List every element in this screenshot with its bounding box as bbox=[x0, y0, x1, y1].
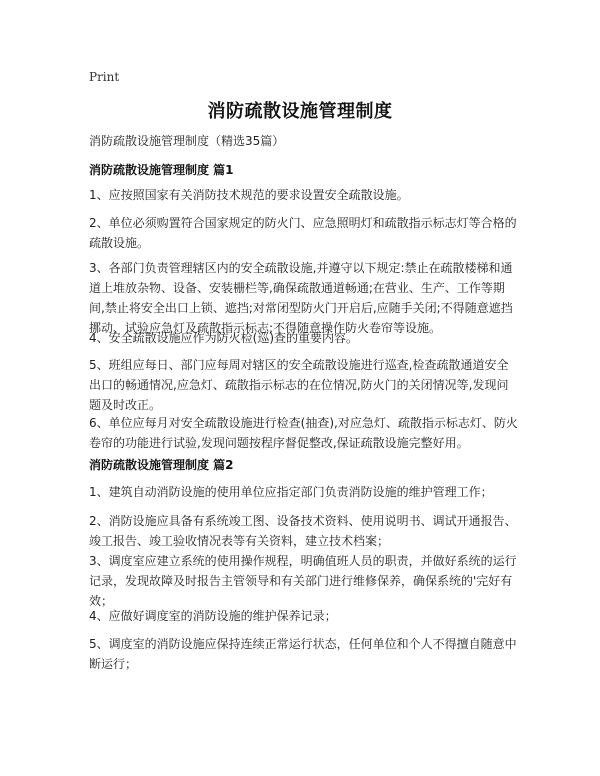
paragraph: 5、班组应每日、部门应每周对辖区的安全疏散设施进行巡查,检查疏散通道安全出口的畅通情况,应急灯、疏散指示标志的在位情况,防火门的关闭情况等,发现问题及时改正。 bbox=[89, 358, 509, 412]
document-subtitle: 消防疏散设施管理制度（精选35篇） bbox=[89, 134, 285, 148]
paragraph: 4、应做好调度室的消防设施的维护保养记录； bbox=[89, 609, 337, 623]
print-label: Print bbox=[89, 70, 120, 84]
page-title: 消防疏散设施管理制度 bbox=[207, 101, 393, 122]
paragraph: 6、单位应每月对安全疏散设施进行检查(抽查),对应急灯、疏散指示标志灯、防火卷帘的功能进行试验,发现问题按程序督促整改,保证疏散设施完整好用。 bbox=[89, 416, 518, 450]
paragraph: 3、调度室应建立系统的使用操作规程，明确值班人员的职责，并做好系统的运行记录，发现故障及时报告主管领导和有关部门进行维修保养，确保系统的'完好有效； bbox=[89, 554, 517, 608]
paragraph: 3、各部门负责管理辖区内的安全疏散设施,并遵守以下规定:禁止在疏散楼梯和通道上堆放杂物、设备、安装栅栏等,确保疏散通道畅通;在营业、生产、工作等期间,禁止将安全出口上锁、遮挡;对常闭型防火门开启后,应随手关闭;不得随意遮挡挪动、试验应急灯及疏散指示标志;不得随意操作防火卷帘等设施。 bbox=[89, 261, 513, 335]
section-heading: 消防疏散设施管理制度 篇1 bbox=[89, 163, 234, 177]
paragraph: 5、调度室的消防设施应保持连续正常运行状态，任何单位和个人不得擅自随意中断运行； bbox=[89, 637, 517, 671]
section-heading: 消防疏散设施管理制度 篇2 bbox=[89, 458, 234, 472]
paragraph: 4、安全疏散设施应作为防火检(巡)查的重要内容。 bbox=[89, 331, 358, 345]
paragraph: 1、建筑自动消防设施的使用单位应指定部门负责消防设施的维护管理工作； bbox=[89, 485, 493, 499]
paragraph: 1、应按照国家有关消防技术规范的要求设置安全疏散设施。 bbox=[89, 188, 409, 202]
paragraph: 2、单位必须购置符合国家规定的防火门、应急照明灯和疏散指示标志灯等合格的疏散设施。 bbox=[89, 216, 517, 250]
paragraph: 2、消防设施应具备有系统竣工图、设备技术资料、使用说明书、调试开通报告、竣工报告、竣工验收情况表等有关资料，建立技术档案； bbox=[89, 514, 517, 548]
